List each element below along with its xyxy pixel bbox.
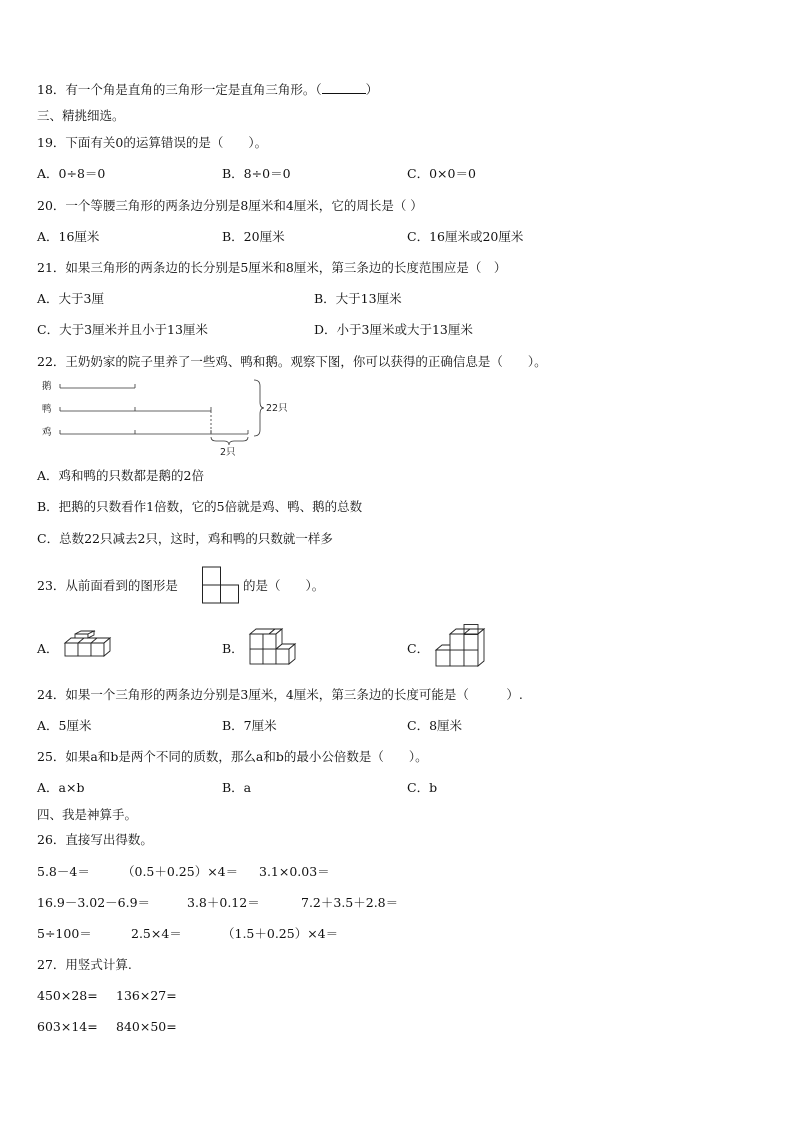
q26-expr: 3.1×0.03＝	[259, 864, 330, 879]
question-18	[37, 82, 378, 98]
q22-option-c[interactable]: C．总数22只减去2只，这时，鸡和鸭的只数就一样多	[37, 531, 333, 546]
q23-option-c[interactable]: C．	[407, 641, 430, 656]
question-24-stem: 24．如果一个三角形的两条边分别是3厘米，4厘米，第三条边的长度可能是（ ）.	[37, 687, 523, 702]
q26-expr: 7.2＋3.5＋2.8＝	[301, 895, 399, 910]
q20-option-c[interactable]: C．16厘米或20厘米	[407, 229, 524, 244]
label-chicken: 鸡	[42, 427, 52, 438]
q19-option-b[interactable]: B．8÷0＝0	[222, 166, 291, 181]
option-c-cubes[interactable]	[434, 624, 484, 670]
question-27-stem: 27．用竖式计算.	[37, 957, 132, 972]
q26-expr: （0.5＋0.25）×4＝	[122, 864, 239, 879]
diff-label: 2只	[220, 447, 236, 458]
chicken-bar	[60, 411, 248, 434]
q22-option-a[interactable]: A．鸡和鸭的只数都是鹅的2倍	[37, 468, 204, 483]
front-view-shape	[202, 566, 242, 606]
q23-option-b[interactable]: B．	[222, 641, 244, 656]
diff-brace	[211, 437, 248, 445]
option-a-cubes[interactable]	[63, 631, 111, 665]
q24-option-b[interactable]: B．7厘米	[222, 718, 277, 733]
q24-option-a[interactable]: A．5厘米	[37, 718, 92, 733]
q27-expr: 136×27=	[116, 988, 177, 1003]
q26-expr: 16.9－3.02－6.9＝	[37, 895, 151, 910]
q25-option-c[interactable]: C．b	[407, 780, 438, 795]
section-3-heading: 三、精挑细选。	[37, 108, 125, 123]
answer-blank[interactable]	[322, 82, 366, 94]
q21-option-b[interactable]: B．大于13厘米	[314, 291, 402, 306]
q21-option-a[interactable]: A．大于3厘	[37, 291, 104, 306]
question-21-stem: 21．如果三角形的两条边的长分别是5厘米和8厘米，第三条边的长度范围应是（ ）	[37, 260, 507, 275]
question-20-stem: 20．一个等腰三角形的两条边分别是8厘米和4厘米，它的周长是（ ）	[37, 198, 423, 213]
goose-bar	[60, 384, 135, 388]
q20-option-a[interactable]: A．16厘米	[37, 229, 100, 244]
q23-option-a[interactable]: A．	[37, 641, 59, 656]
q27-expr: 450×28=	[37, 988, 98, 1003]
total-brace	[254, 380, 264, 436]
q18-close: ）	[365, 82, 379, 97]
question-23-stem-post: 的是（ ）。	[243, 578, 325, 593]
q24-option-c[interactable]: C．8厘米	[407, 718, 463, 733]
q26-expr: 5.8－4＝	[37, 864, 90, 879]
q20-option-b[interactable]: B．20厘米	[222, 229, 285, 244]
option-b-cubes[interactable]	[248, 625, 296, 669]
q27-expr: 603×14=	[37, 1019, 98, 1034]
label-duck: 鸭	[42, 404, 52, 415]
q25-option-a[interactable]: A．a×b	[37, 780, 85, 795]
q19-option-c[interactable]: C．0×0＝0	[407, 166, 476, 181]
duck-bar	[60, 407, 211, 411]
q26-expr: 2.5×4＝	[131, 926, 182, 941]
q19-option-a[interactable]: A．0÷8＝0	[37, 166, 106, 181]
q26-expr: 5÷100＝	[37, 926, 92, 941]
q22-option-b[interactable]: B．把鹅的只数看作1倍数，它的5倍就是鸡、鸭、鹅的总数	[37, 499, 363, 514]
q26-expr: （1.5＋0.25）×4＝	[222, 926, 339, 941]
q21-option-d[interactable]: D．小于3厘米或大于13厘米	[314, 322, 473, 337]
q18-text: 18．有一个角是直角的三角形一定是直角三角形。（	[37, 82, 322, 97]
q25-option-b[interactable]: B．a	[222, 780, 252, 795]
question-22-stem: 22．王奶奶家的院子里养了一些鸡、鸭和鹅。观察下图，你可以获得的正确信息是（ ）。	[37, 354, 547, 369]
section-4-heading: 四、我是神算手。	[37, 807, 138, 822]
question-23-stem-pre: 23．从前面看到的图形是	[37, 578, 178, 593]
q21-option-c[interactable]: C．大于3厘米并且小于13厘米	[37, 322, 208, 337]
total-label: 22只	[266, 403, 288, 414]
label-goose: 鹅	[42, 381, 52, 392]
q27-expr: 840×50=	[116, 1019, 177, 1034]
q26-expr: 3.8＋0.12＝	[187, 895, 260, 910]
question-25-stem: 25．如果a和b是两个不同的质数，那么a和b的最小公倍数是（ ）。	[37, 749, 428, 764]
segment-bar-diagram	[36, 376, 316, 456]
question-26-stem: 26．直接写出得数。	[37, 832, 153, 847]
question-19-stem: 19．下面有关0的运算错误的是（ ）。	[37, 135, 268, 150]
